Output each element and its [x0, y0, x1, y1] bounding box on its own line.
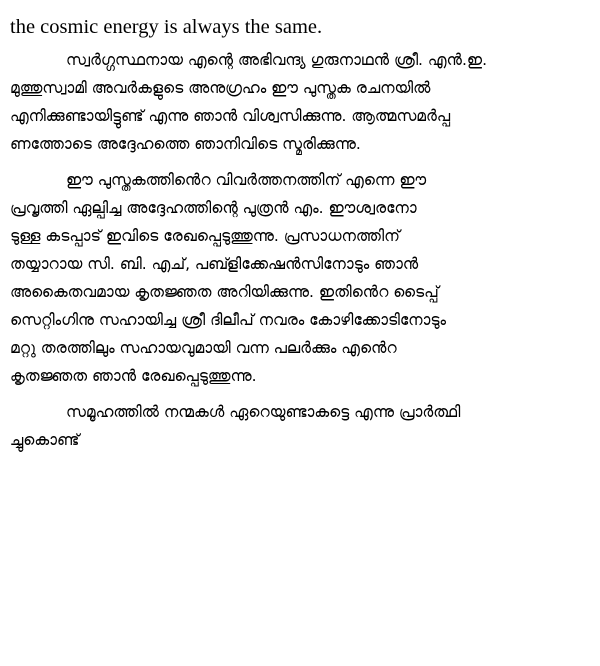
text-line: മറ്റു തരത്തിലും സഹായവുമായി വന്ന പലർക്കും എൻെറ [10, 339, 397, 357]
text-line: പ്രവൃത്തി ഏല്പിച്ച അദ്ദേഹത്തിന്റെ പുത്രൻ എം. ഈശ്വരനോ [10, 199, 417, 217]
text-line: സ്വർഗ്ഗസ്ഥനായ എന്റെ അഭിവന്ദ്യ ഗുരുനാഥൻ ശ്രീ. എൻ.ഇ. [66, 51, 488, 69]
text-line: സമൂഹത്തിൽ നന്മകൾ ഏറെയുണ്ടാകട്ടെ എന്നു പ്രാർത്ഥി [66, 403, 461, 421]
text-line: എനിക്കുണ്ടായിട്ടുണ്ട് എന്നു ഞാൻ വിശ്വസിക്കുന്നു. ആത്മസമർപ്പ [10, 107, 451, 125]
text-block [10, 14, 592, 462]
text-line: ഈ പുസ്തകത്തിൻെറ വിവർത്തനത്തിന് എന്നെ ഈ [66, 171, 427, 189]
text-line: ച്ചുകൊണ്ട് [10, 431, 80, 449]
paragraph-gratitude-guru [10, 46, 592, 158]
text-line: അകൈതവമായ കൃതജ്ഞത അറിയിക്കുന്നു. ഇതിൻെറ ടൈപ്പ് [10, 283, 439, 301]
text-line: സെറ്റിംഗിനു സഹായിച്ച ശ്രീ ദിലീപ് നവരം കോഴിക്കോടിനോടും [10, 311, 446, 329]
text-line: തയ്യാറായ സി. ബി. എച്, പബ്ളിക്കേഷൻസിനോടും ഞാൻ [10, 255, 419, 273]
text-line: ടുള്ള കടപ്പാട് ഇവിടെ രേഖപ്പെടുത്തുന്നു. പ്രസാധനത്തിന് [10, 227, 400, 245]
english-line: the cosmic energy is always the same. [10, 16, 323, 38]
text-line: കൃതജ്ഞത ഞാൻ രേഖപ്പെടുത്തുന്നു. [10, 367, 257, 385]
text-line: മുത്തുസ്വാമി അവർകളുടെ അനുഗ്രഹം ഈ പുസ്തക രചനയിൽ [10, 79, 431, 97]
paragraph-closing-prayer [10, 398, 592, 454]
text-line: ണത്തോടെ അദ്ദേഹത്തെ ഞാനിവിടെ സ്മരിക്കുന്നു. [10, 135, 361, 153]
paragraph-acknowledgements [10, 166, 592, 390]
